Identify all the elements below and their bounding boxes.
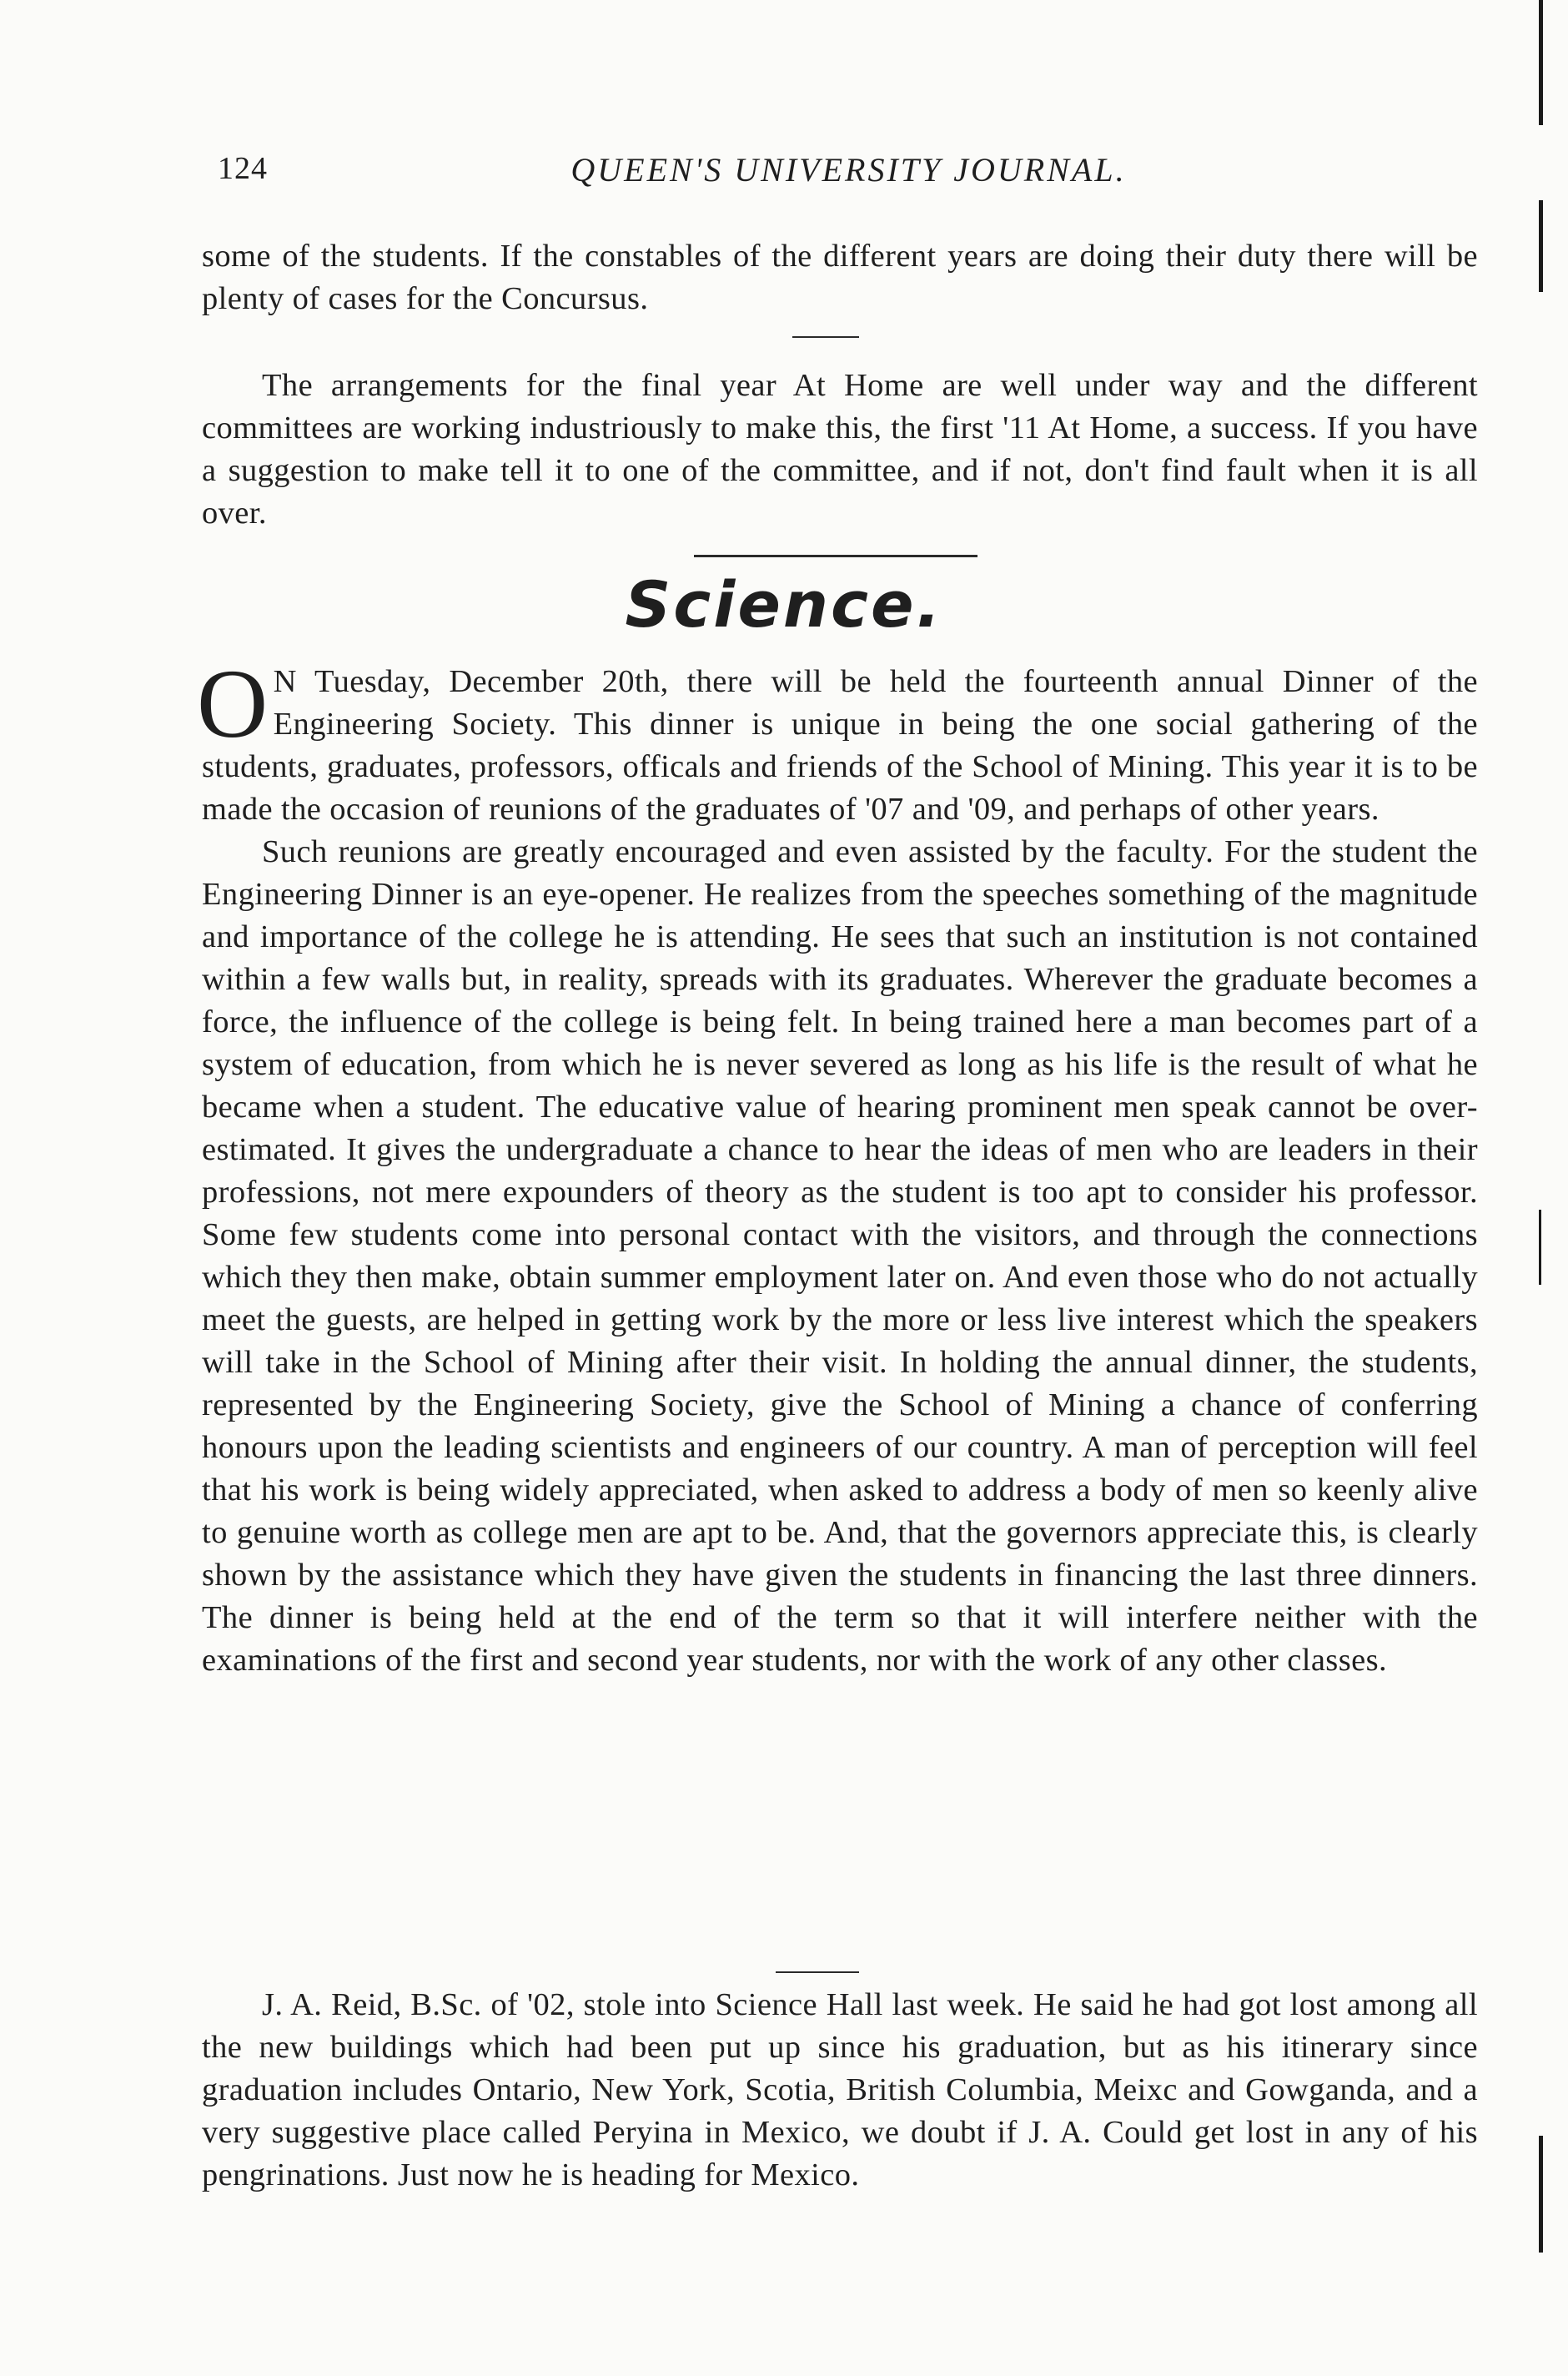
page-header — [213, 150, 1485, 200]
edge-mark — [1539, 0, 1543, 125]
paragraph-at-home — [202, 365, 1478, 535]
page-edge-shadow — [1539, 0, 1544, 2376]
paragraph-text: some of the students. If the constables of the different years are doing their duty there will be plenty of cases for the Concursus. — [202, 239, 1478, 316]
reunions-paragraph: Such reunions are greatly encouraged and even assisted by the faculty. For the student the Engineering Dinner is an eye-opener. He realizes from the speeches something of the magnitude and importance of the college he is attending. He sees that such an institution is not contained within a few walls but, in reality, spreads with its graduates. Wherever the graduate becomes a force, the influence of the college is being felt. In being trained here a man becomes part of a system of education, from which he is never severed as long as his life is the result of what he became when a student. The educative value of hearing prominent men speak cannot be over-estimated. It gives the undergraduate a chance to hear the ideas of men who are leaders in their professions, not mere expounders of theory as the student is too apt to consider his professor. Some few students come into personal contact with the visitors, and through the connections which they then make, obtain summer employment later on. And even those who do not actually meet the guests, are helped in getting work by the more or less live interest which the speakers will take in the School of Mining after their visit. In holding the annual dinner, the students, represented by the Engineering Society, give the School of Mining a chance of conferring honours upon the leading scientists and engineers of our country. A man of perception will feel that his work is being widely appreciated, when asked to address a body of men so keenly alive to genuine worth as college men are apt to be. And, that the governors appreciate this, is clearly shown by the assistance which they have given the students in financing the last three dinners. The dinner is being held at the end of the term so that it will interfere neither with the examinations of the first and second year students, nor with the work of any other classes. — [202, 834, 1478, 1678]
science-article — [197, 649, 1478, 1682]
reid-paragraph-block — [202, 1984, 1478, 2197]
running-title: QUEEN'S UNIVERSITY JOURNAL. — [570, 151, 1127, 189]
section-heading-rule — [694, 555, 977, 557]
paragraph-text: The arrangements for the final year At Home are well under way and the different committees are working industriously to make this, the first '11 At Home, a success. If you have a suggestion to make tell it to one of the committee, and if not, don't find fault when it is all over. — [202, 368, 1478, 531]
section-divider — [792, 336, 859, 338]
edge-mark — [1539, 200, 1543, 292]
edge-mark — [1539, 1210, 1541, 1285]
lead-paragraph — [197, 649, 1478, 831]
reid-paragraph: J. A. Reid, B.Sc. of '02, stole into Science Hall last week. He said he had got lost among all the new buildings which had been put up since his graduation, but as his itinerary since graduation includes Ontario, New York, Scotia, British Columbia, Meixc and Gowganda, and a very suggestive place called Peryina in Mexico, we doubt if J. A. Could get lost in any of his pengrinations. Just now he is heading for Mexico. — [202, 1987, 1478, 2192]
section-divider — [776, 1971, 859, 1973]
edge-mark — [1539, 2136, 1543, 2253]
page-number: 124 — [218, 151, 268, 186]
section-title: Science. — [625, 567, 943, 642]
drop-cap: O — [197, 649, 269, 758]
lead-paragraph-text: N Tuesday, December 20th, there will be held the fourteenth annual Dinner of the Engineering Society. This dinner is unique in being the one social gathering of the students, graduates, professors, officals and friends of the School of Mining. This year it is to be made the occasion of reunions of the graduates of '07 and '09, and perhaps of other years. — [202, 664, 1478, 827]
paragraph-constables — [202, 235, 1478, 320]
